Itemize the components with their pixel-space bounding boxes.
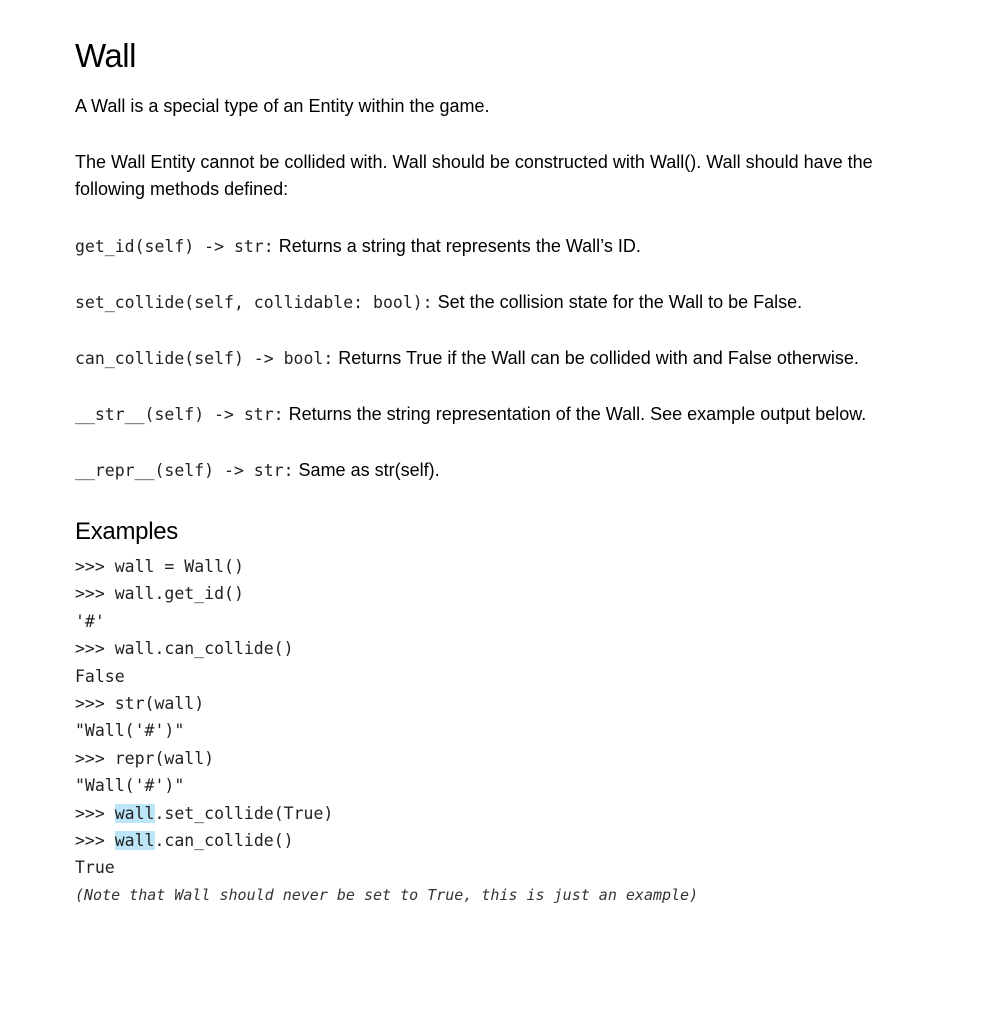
- method-set-collide: [75, 289, 945, 316]
- code-line: >>> wall.can_collide(): [75, 639, 294, 659]
- highlighted-text: wall: [114, 830, 155, 850]
- code-line: "Wall('#')": [75, 776, 185, 796]
- page-title: Wall: [75, 37, 136, 74]
- method-signature: __str__(self) -> str:: [75, 405, 284, 424]
- code-rest: .can_collide(): [154, 830, 294, 850]
- highlighted-text: wall: [114, 803, 155, 823]
- method-signature: __repr__(self) -> str:: [75, 461, 294, 480]
- code-line: "Wall('#')": [75, 721, 185, 741]
- code-line: '#': [75, 611, 105, 631]
- method-can-collide: [75, 345, 945, 372]
- method-str: [75, 401, 945, 428]
- intro-paragraph: A Wall is a special type of an Entity within the game.: [75, 96, 490, 116]
- document-page: [75, 34, 945, 909]
- description-paragraph: The Wall Entity cannot be collided with. Wall should be constructed with Wall(). Wall should have the following methods defined:: [75, 152, 873, 199]
- code-line: >>> wall = Wall(): [75, 557, 244, 576]
- code-line: >>> wall.get_id(): [75, 584, 244, 604]
- code-line-highlighted: [75, 827, 945, 854]
- examples-heading: Examples: [75, 518, 178, 545]
- method-signature: can_collide(self) -> bool:: [75, 349, 334, 368]
- method-signature: set_collide(self, collidable: bool):: [75, 293, 433, 312]
- method-signature: get_id(self) -> str:: [75, 237, 274, 256]
- example-note: (Note that Wall should never be set to True, this is just an example): [75, 885, 699, 904]
- code-line-highlighted: [75, 800, 945, 827]
- method-description: Returns the string representation of the Wall. See example output below.: [283, 404, 867, 424]
- method-description: Returns a string that represents the Wall’s ID.: [273, 236, 641, 256]
- code-line: True: [75, 858, 115, 878]
- method-description: Same as str(self).: [293, 460, 440, 480]
- code-prompt: >>>: [75, 803, 115, 823]
- method-get-id: [75, 233, 945, 260]
- code-line: >>> str(wall): [75, 693, 205, 713]
- code-line: >>> repr(wall): [75, 748, 215, 768]
- method-description: Set the collision state for the Wall to be False.: [432, 292, 803, 312]
- code-rest: .set_collide(True): [154, 803, 334, 823]
- method-repr: [75, 457, 945, 484]
- code-example-block: [75, 553, 945, 909]
- code-line: False: [75, 666, 125, 686]
- code-prompt: >>>: [75, 830, 115, 850]
- method-description: Returns True if the Wall can be collided with and False otherwise.: [333, 348, 859, 368]
